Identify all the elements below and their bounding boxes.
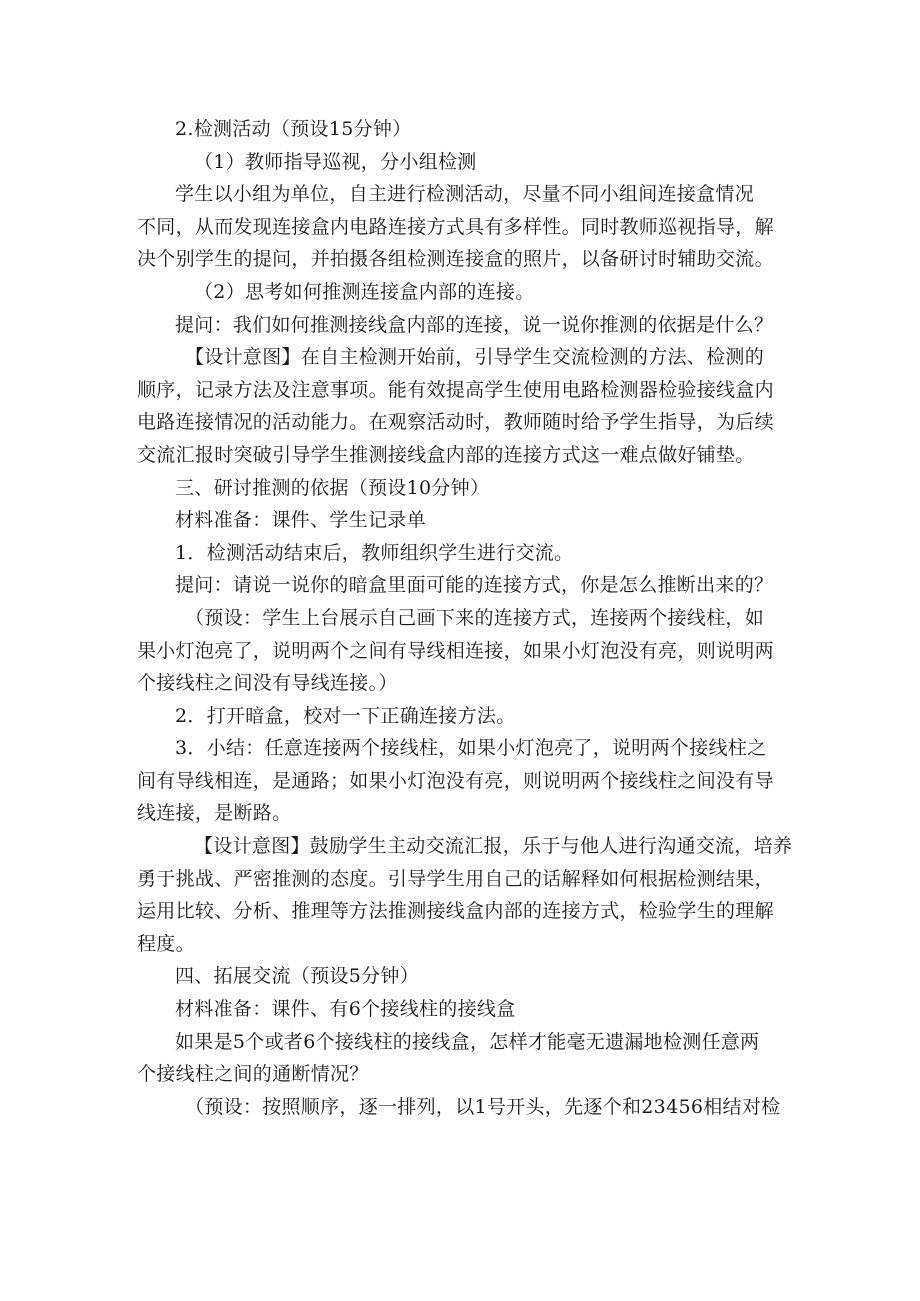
document-body — [137, 113, 793, 1123]
numbered-item: 2．打开暗盒，校对一下正确连接方法。 — [175, 704, 516, 727]
subsection-heading: （2）思考如何推测连接盒内部的连接。 — [194, 280, 535, 303]
numbered-item: 3．小结：任意连接两个接线柱，如果小灯泡亮了，说明两个接线柱之 — [175, 737, 767, 760]
paragraph-line: 不同，从而发现连接盒内电路连接方式具有多样性。同时教师巡视指导，解 — [137, 215, 774, 238]
subsection-heading: （1）教师指导巡视，分小组检测 — [194, 150, 477, 173]
paragraph-line: 勇于挑战、严密推测的态度。引导学生用自己的话解释如何根据检测结果， — [137, 867, 774, 890]
paragraph-line: 个接线柱之间没有导线连接。） — [137, 672, 398, 695]
paragraph-line: 间有导线相连，是通路；如果小灯泡没有亮，则说明两个接线柱之间没有导 — [137, 769, 774, 792]
paragraph-line: 提问：请说一说你的暗盒里面可能的连接方式，你是怎么推断出来的？ — [175, 574, 774, 597]
paragraph-line: 决个别学生的提问，并拍摄各组检测连接盒的照片，以备研讨时辅助交流。 — [137, 248, 774, 271]
paragraph-line: 电路连接情况的活动能力。在观察活动时，教师随时给予学生指导，为后续 — [137, 411, 774, 434]
paragraph-line: 提问：我们如何推测接线盒内部的连接，说一说你推测的依据是什么？ — [175, 313, 774, 336]
design-intent-line: 【设计意图】鼓励学生主动交流汇报，乐于与他人进行沟通交流，培养 — [194, 835, 793, 858]
paragraph-line: 个接线柱之间的通断情况？ — [137, 1063, 369, 1086]
numbered-item: 1．检测活动结束后，教师组织学生进行交流。 — [175, 541, 574, 564]
paragraph-line: 程度。 — [137, 932, 195, 955]
section-heading: 三、研讨推测的依据（预设10分钟） — [175, 476, 490, 499]
paragraph-line: 线连接，是断路。 — [137, 802, 292, 825]
materials-line: 材料准备：课件、有6个接线柱的接线盒 — [175, 998, 516, 1021]
paragraph-line: 顺序，记录方法及注意事项。能有效提高学生使用电路检测器检验接线盒内 — [137, 378, 774, 401]
paragraph-line: 果小灯泡亮了，说明两个之间有导线相连接，如果小灯泡没有亮，则说明两 — [137, 639, 774, 662]
paragraph-line: 如果是5个或者6个接线柱的接线盒，怎样才能毫无遗漏地检测任意两 — [175, 1030, 760, 1053]
section-heading: 四、拓展交流（预设5分钟） — [175, 965, 419, 988]
paragraph-line: 运用比较、分析、推理等方法推测接线盒内部的连接方式，检验学生的理解 — [137, 900, 774, 923]
paragraph-line: （预设：按照顺序，逐一排列，以1号开头，先逐个和23456相结对检 — [185, 1095, 781, 1118]
paragraph-line: （预设：学生上台展示自己画下来的连接方式，连接两个接线柱，如 — [185, 606, 765, 629]
materials-line: 材料准备：课件、学生记录单 — [175, 509, 426, 532]
paragraph-line: 交流汇报时突破引导学生推测接线盒内部的连接方式这一难点做好铺垫。 — [137, 443, 755, 466]
paragraph-line: 学生以小组为单位，自主进行检测活动，尽量不同小组间连接盒情况 — [175, 183, 755, 206]
design-intent-line: 【设计意图】在自主检测开始前，引导学生交流检测的方法、检测的 — [185, 346, 765, 369]
section-heading: 2.检测活动（预设15分钟） — [175, 118, 412, 140]
